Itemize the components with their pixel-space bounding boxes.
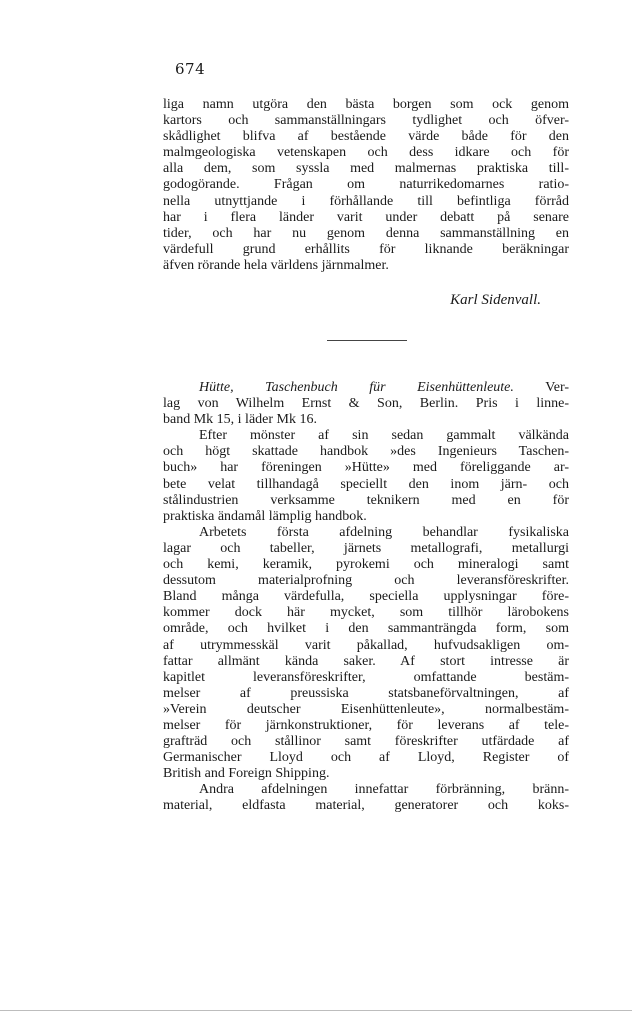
text-line: lag von Wilhelm Ernst & Son, Berlin. Pris i linne- [163,396,569,412]
text-line: kapitlet leveransföreskrifter, omfattande bestäm- [163,669,569,685]
text-line: och högt skattade handbok »des Ingenieurs Taschen- [163,444,569,460]
text-line: af utrymmesskäl varit påkallad, hufvudsakligen om- [163,637,569,653]
text-line: Andra afdelningen innefattar förbränning, bränn- [199,782,569,798]
text-line: grafträd och stållinor samt föreskrifter utfärdade af [163,734,569,750]
text-line: British and Foreign Shipping. [163,766,330,782]
text-line: malmgeologiska vetenskapen och dess idkare och för [163,145,569,161]
first-article-text [163,97,569,274]
text-line: kartors och sammanställningars tydlighet och öfver- [163,113,569,129]
text-line: Germanischer Lloyd och af Lloyd, Register of [163,750,569,766]
review-text [163,380,569,815]
text-line: tider, och har nu genom denna sammanställning en [163,225,569,241]
text-line: alla dem, som syssla med malmernas praktiska till- [163,161,569,177]
author-signature: Karl Sidenvall. [450,292,541,308]
text-line: Bland många värdefulla, speciella upplysningar före- [163,589,569,605]
text-line: har i flera länder varit under debatt på senare [163,209,569,225]
review-book-title: Hütte, Taschenbuch für Eisenhüttenleute. [199,380,514,395]
text-line: Arbetets första afdelning behandlar fysikaliska [199,524,569,540]
text-line: dessutom materialprofning och leveransföreskrifter. [163,573,569,589]
text-line: värdefull grund erhållits för liknande beräkningar [163,241,569,257]
text-line: äfven rörande hela världens järnmalmer. [163,257,389,273]
text-line: lagar och tabeller, järnets metallografi, metallurgi [163,540,569,556]
text-line: »Verein deutscher Eisenhüttenleute», normalbestäm- [163,701,569,717]
text-line: band Mk 15, i läder Mk 16. [163,412,317,428]
text-line: skådlighet blifva af bestående värde både för den [163,129,569,145]
text-line: praktiska ändamål lämplig handbok. [163,508,367,524]
text-line: melser af preussiska statsbaneförvaltningen, af [163,685,569,701]
text-line: och kemi, keramik, pyrokemi och mineralogi samt [163,557,569,573]
text-line: nella utnyttjande i förhållande till befintliga förråd [163,193,569,209]
section-divider [327,340,407,341]
page-number: 674 [175,60,206,78]
text-line: kommer dock här mycket, som tillhör lärobokens [163,605,569,621]
review-heading-line [163,380,569,396]
text-line: område, och hvilket i den sammanträngda form, som [163,621,569,637]
text-line: material, eldfasta material, generatorer och koks- [163,798,569,814]
text-line: bete velat tillhandagå speciellt den inom järn- och [163,476,569,492]
text-line: buch» har föreningen »Hütte» med föreliggande ar- [163,460,569,476]
review-heading-rest: Ver- [545,380,570,395]
text-line: liga namn utgöra den bästa borgen som ock genom [163,97,569,112]
text-line: Efter mönster af sin sedan gammalt välkända [199,428,569,444]
text-line: fattar allmänt kända saker. Af stort intresse är [163,653,569,669]
page-edge [0,1010,632,1011]
text-line: godogörande. Frågan om naturrikedomarnes ratio- [163,177,569,193]
text-line: melser för järnkonstruktioner, för leverans af tele- [163,717,569,733]
text-line: stålindustrien verksamme teknikern med en för [163,492,569,508]
